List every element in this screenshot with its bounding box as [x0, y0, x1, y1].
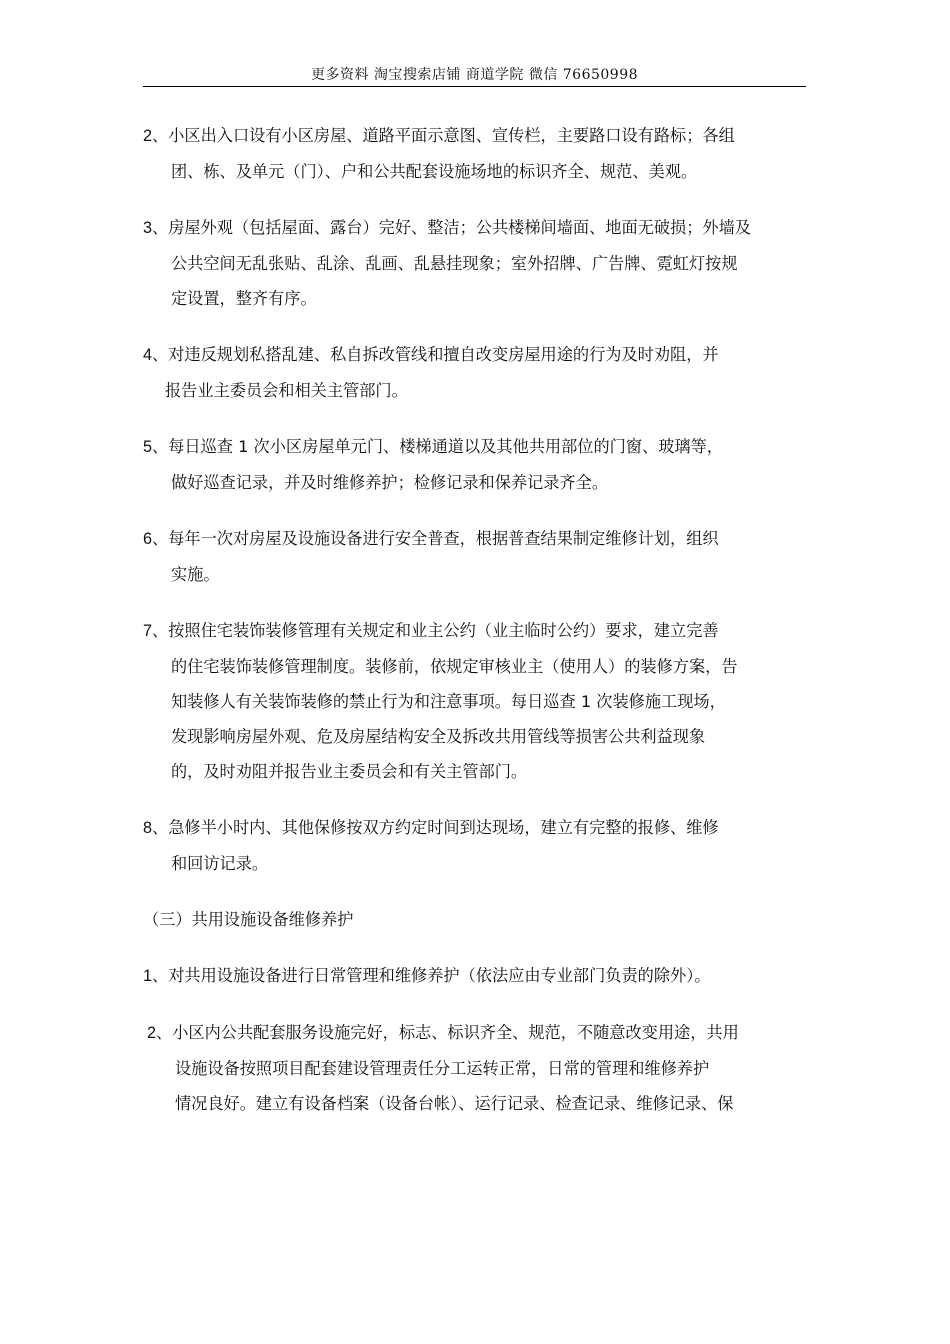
list-item-4	[143, 337, 815, 408]
item-continuation: 做好巡查记录，并及时维修养护；检修记录和保养记录齐全。	[171, 473, 609, 492]
item-number: 3	[143, 219, 153, 237]
item-continuation: 情况良好。建立有设备档案（设备台帐）、运行记录、检查记录、维修记录、保	[175, 1094, 734, 1113]
item-continuation: 发现影响房屋外观、危及房屋结构安全及拆改共用管线等损害公共利益现象	[171, 727, 706, 746]
item-continuation: 的，及时劝阻并报告业主委员会和有关主管部门。	[171, 762, 528, 781]
item-continuation: 公共空间无乱张贴、乱涂、乱画、乱悬挂现象；室外招牌、广告牌、霓虹灯按规	[171, 254, 738, 273]
item-first-line: 、急修半小时内、其他保修按双方约定时间到达现场，建立有完整的报修、维修	[152, 818, 719, 837]
list-item-b2	[143, 1015, 815, 1121]
item-number: 2	[147, 1024, 157, 1042]
item-first-line: 、按照住宅装饰装修管理有关规定和业主公约（业主临时公约）要求，建立完善	[152, 621, 719, 640]
document-body	[143, 118, 815, 1142]
item-continuation: 报告业主委员会和相关主管部门。	[165, 381, 408, 400]
item-continuation: 团、栋、及单元（门）、户和公共配套设施场地的标识齐全、规范、美观。	[171, 162, 698, 181]
list-item-8	[143, 810, 815, 881]
list-item-6	[143, 521, 815, 592]
item-first-line: 、对违反规划私搭乱建、私自拆改管线和擅自改变房屋用途的行为及时劝阻，并	[152, 345, 719, 364]
item-number: 1	[143, 967, 153, 985]
item-number: 2	[143, 127, 153, 145]
item-first-line: 、小区内公共配套服务设施完好，标志、标识齐全、规范，不随意改变用途，共用	[156, 1023, 739, 1042]
item-first-line: 、每年一次对房屋及设施设备进行安全普查，根据普查结果制定维修计划，组织	[152, 529, 719, 548]
item-continuation: 定设置，整齐有序。	[171, 289, 317, 308]
list-item-7	[143, 613, 815, 789]
item-continuation: 和回访记录。	[171, 854, 269, 873]
item-number: 4	[143, 346, 153, 364]
item-number: 8	[143, 819, 153, 837]
item-first-line: 、小区出入口设有小区房屋、道路平面示意图、宣传栏，主要路口设有路标；各组	[152, 126, 735, 145]
header-rule	[143, 86, 806, 87]
page-header: 更多资料 淘宝搜索店铺 商道学院 微信 76650998	[310, 67, 639, 83]
list-item-3	[143, 210, 815, 316]
item-first-line: 、对共用设施设备进行日常管理和维修养护（依法应由专业部门负责的除外）。	[152, 966, 711, 985]
list-item-b1	[143, 958, 815, 994]
item-number: 7	[143, 622, 153, 640]
item-continuation: 实施。	[171, 565, 220, 584]
item-continuation: 知装修人有关装饰装修的禁止行为和注意事项。每日巡查 1 次装修施工现场，	[171, 692, 726, 711]
item-continuation: 的住宅装饰装修管理制度。装修前，依规定审核业主（使用人）的装修方案，告	[171, 657, 738, 676]
list-item-2	[143, 118, 815, 189]
list-item-5	[143, 429, 815, 500]
item-continuation: 设施设备按照项目配套建设管理责任分工运转正常，日常的管理和维修养护	[175, 1059, 710, 1078]
item-number: 6	[143, 530, 153, 548]
item-first-line: 、房屋外观（包括屋面、露台）完好、整洁；公共楼梯间墙面、地面无破损；外墙及	[152, 218, 751, 237]
section-heading: （三）共用设施设备维修养护	[143, 910, 354, 929]
item-number: 5	[143, 438, 153, 456]
item-first-line: 、每日巡查 1 次小区房屋单元门、楼梯通道以及其他共用部位的门窗、玻璃等，	[152, 437, 723, 456]
